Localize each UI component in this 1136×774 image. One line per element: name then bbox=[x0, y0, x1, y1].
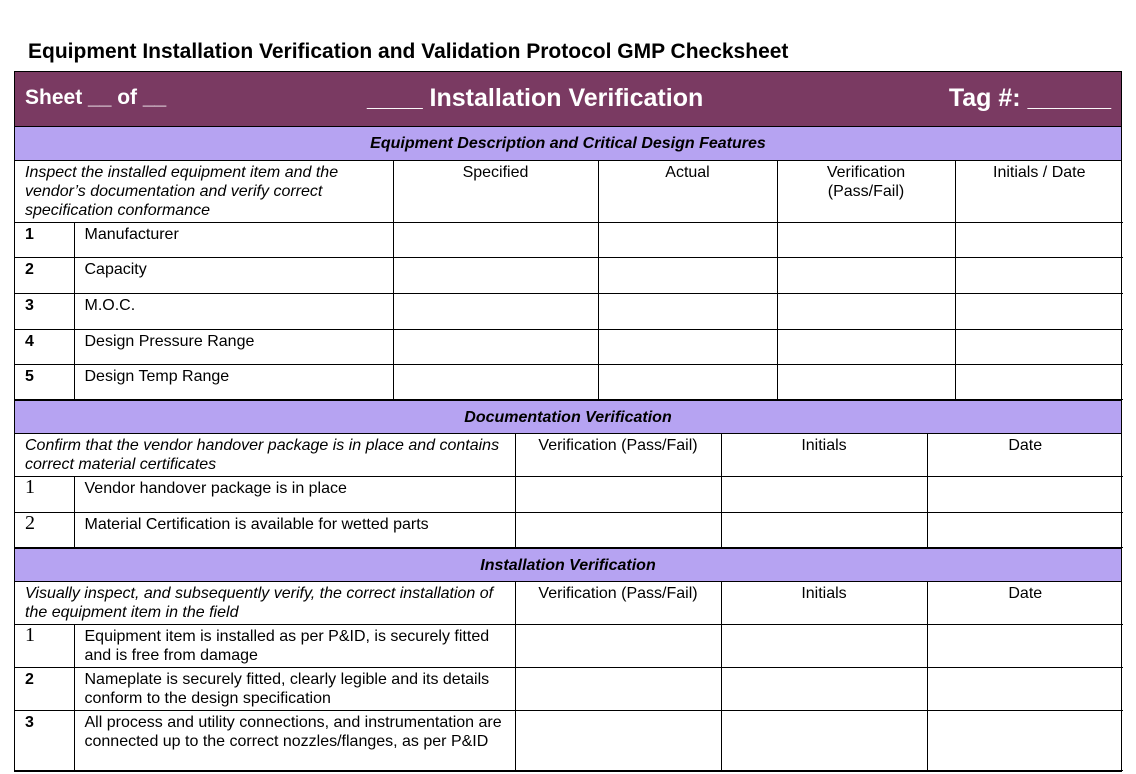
column-header-verification: Verification (Pass/Fail) bbox=[777, 161, 955, 223]
equipment-table bbox=[15, 161, 1123, 400]
row-number: 1 bbox=[15, 625, 74, 668]
verification-cell[interactable] bbox=[515, 668, 721, 711]
row-number: 3 bbox=[15, 294, 74, 330]
initials-date-cell[interactable] bbox=[955, 365, 1123, 400]
actual-cell[interactable] bbox=[598, 223, 777, 258]
installation-section-heading: Installation Verification bbox=[15, 548, 1121, 582]
row-item-label: All process and utility connections, and instrumentation are connected up to the correct nozzles/flanges, as per P&ID bbox=[74, 711, 515, 771]
initials-cell[interactable] bbox=[721, 477, 927, 513]
documentation-section-heading: Documentation Verification bbox=[15, 400, 1121, 434]
verification-cell[interactable] bbox=[777, 365, 955, 400]
date-cell[interactable] bbox=[927, 711, 1123, 771]
verification-cell[interactable] bbox=[515, 711, 721, 771]
initials-cell[interactable] bbox=[721, 711, 927, 771]
column-header-initials-date: Initials / Date bbox=[955, 161, 1123, 223]
table-row bbox=[15, 330, 1123, 365]
verification-cell[interactable] bbox=[515, 625, 721, 668]
installation-table bbox=[15, 582, 1123, 771]
table-row bbox=[15, 365, 1123, 400]
date-cell[interactable] bbox=[927, 625, 1123, 668]
row-item-label: Material Certification is available for wetted parts bbox=[74, 513, 515, 548]
date-cell[interactable] bbox=[927, 477, 1123, 513]
verification-cell[interactable] bbox=[777, 294, 955, 330]
row-item-label: Nameplate is securely fitted, clearly legible and its details conform to the design specification bbox=[74, 668, 515, 711]
documentation-intro-text: Confirm that the vendor handover package is in place and contains correct material certificates bbox=[15, 434, 515, 477]
row-item-label: Design Pressure Range bbox=[74, 330, 393, 365]
actual-cell[interactable] bbox=[598, 258, 777, 294]
row-number: 1 bbox=[15, 223, 74, 258]
verification-cell[interactable] bbox=[515, 477, 721, 513]
row-item-label: Vendor handover package is in place bbox=[74, 477, 515, 513]
equipment-section-heading: Equipment Description and Critical Design Features bbox=[15, 127, 1121, 161]
document-title: Equipment Installation Verification and Validation Protocol GMP Checksheet bbox=[28, 40, 789, 63]
column-header-verification: Verification (Pass/Fail) bbox=[515, 582, 721, 625]
row-item-label: M.O.C. bbox=[74, 294, 393, 330]
specified-cell[interactable] bbox=[393, 330, 598, 365]
table-row bbox=[15, 258, 1123, 294]
table-row bbox=[15, 711, 1123, 771]
column-header-date: Date bbox=[927, 434, 1123, 477]
row-item-label: Capacity bbox=[74, 258, 393, 294]
specified-cell[interactable] bbox=[393, 294, 598, 330]
row-item-label: Equipment item is installed as per P&ID, is securely fitted and is free from damage bbox=[74, 625, 515, 668]
initials-date-cell[interactable] bbox=[955, 330, 1123, 365]
column-header-initials: Initials bbox=[721, 582, 927, 625]
sheet-banner bbox=[15, 72, 1121, 127]
table-row bbox=[15, 668, 1123, 711]
actual-cell[interactable] bbox=[598, 294, 777, 330]
column-header-date: Date bbox=[927, 582, 1123, 625]
tag-number-label: Tag #: ______ bbox=[948, 84, 1111, 112]
row-number: 2 bbox=[15, 258, 74, 294]
table-row bbox=[15, 477, 1123, 513]
table-row bbox=[15, 625, 1123, 668]
banner-title: ____ Installation Verification bbox=[367, 84, 704, 112]
row-item-label: Design Temp Range bbox=[74, 365, 393, 400]
specified-cell[interactable] bbox=[393, 223, 598, 258]
column-header-actual: Actual bbox=[598, 161, 777, 223]
row-item-label: Manufacturer bbox=[74, 223, 393, 258]
row-number: 1 bbox=[15, 477, 74, 513]
initials-date-cell[interactable] bbox=[955, 294, 1123, 330]
specified-cell[interactable] bbox=[393, 258, 598, 294]
column-header-specified: Specified bbox=[393, 161, 598, 223]
equipment-header-row bbox=[15, 161, 1123, 223]
verification-cell[interactable] bbox=[777, 258, 955, 294]
row-number: 5 bbox=[15, 365, 74, 400]
table-row bbox=[15, 513, 1123, 548]
row-number: 2 bbox=[15, 668, 74, 711]
checksheet-form bbox=[14, 71, 1122, 772]
installation-intro-text: Visually inspect, and subsequently verify, the correct installation of the equipment item in the field bbox=[15, 582, 515, 625]
installation-header-row bbox=[15, 582, 1123, 625]
documentation-table bbox=[15, 434, 1123, 548]
date-cell[interactable] bbox=[927, 668, 1123, 711]
table-row bbox=[15, 223, 1123, 258]
initials-cell[interactable] bbox=[721, 513, 927, 548]
actual-cell[interactable] bbox=[598, 365, 777, 400]
verification-cell[interactable] bbox=[515, 513, 721, 548]
initials-date-cell[interactable] bbox=[955, 258, 1123, 294]
sheet-number-label: Sheet __ of __ bbox=[25, 86, 167, 109]
column-header-verification: Verification (Pass/Fail) bbox=[515, 434, 721, 477]
specified-cell[interactable] bbox=[393, 365, 598, 400]
column-header-initials: Initials bbox=[721, 434, 927, 477]
initials-cell[interactable] bbox=[721, 625, 927, 668]
initials-cell[interactable] bbox=[721, 668, 927, 711]
actual-cell[interactable] bbox=[598, 330, 777, 365]
row-number: 2 bbox=[15, 513, 74, 548]
initials-date-cell[interactable] bbox=[955, 223, 1123, 258]
verification-cell[interactable] bbox=[777, 330, 955, 365]
row-number: 4 bbox=[15, 330, 74, 365]
row-number: 3 bbox=[15, 711, 74, 771]
documentation-header-row bbox=[15, 434, 1123, 477]
equipment-intro-text: Inspect the installed equipment item and the vendor’s documentation and verify correct specification conformance bbox=[15, 161, 393, 223]
table-row bbox=[15, 294, 1123, 330]
date-cell[interactable] bbox=[927, 513, 1123, 548]
verification-cell[interactable] bbox=[777, 223, 955, 258]
